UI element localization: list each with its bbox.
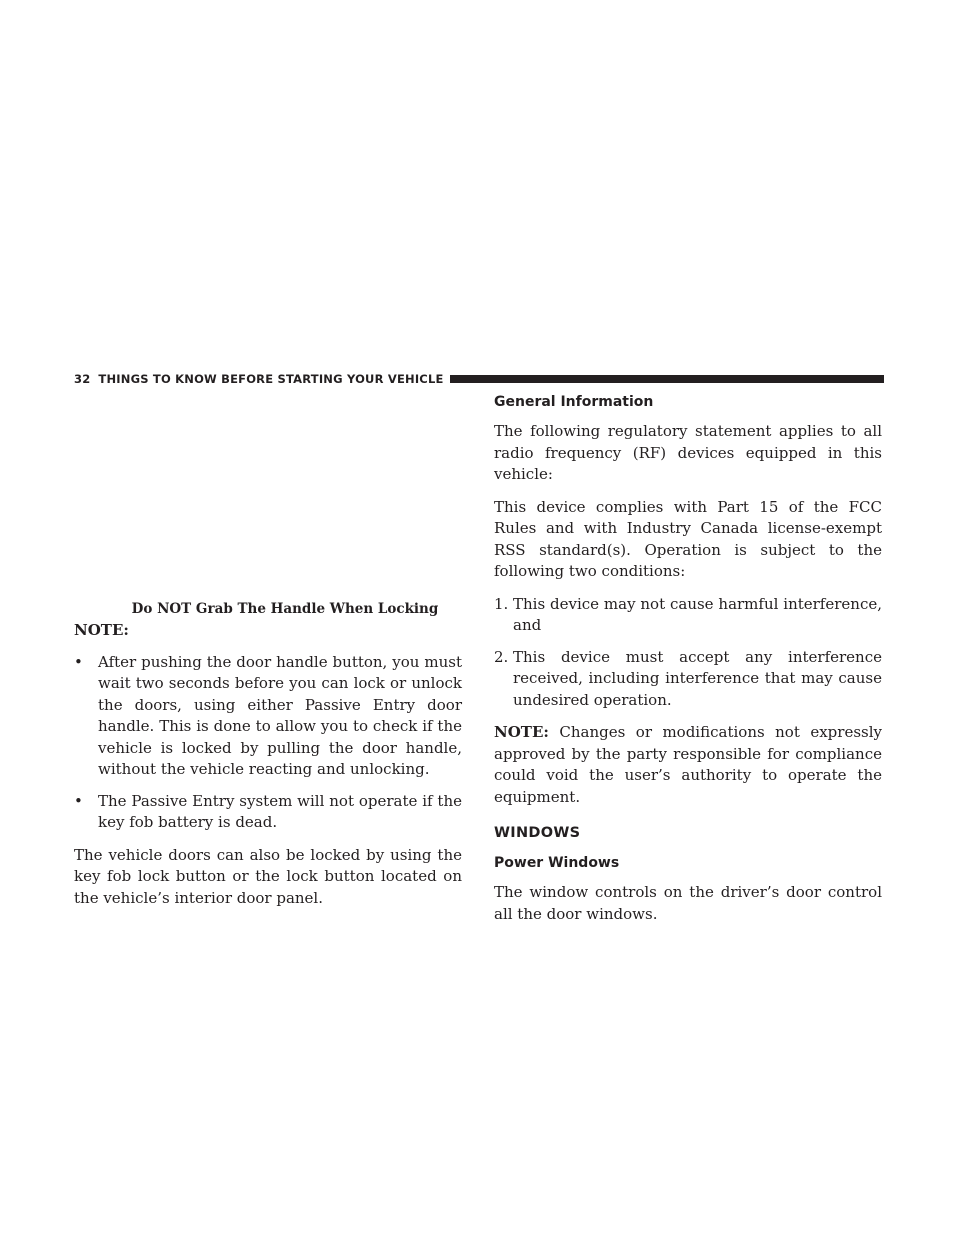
bullet-text: After pushing the door handle button, you must wait two seconds before you can lock or unlock the doors, using either Passive Entry door handle. This is done to allow you to check if the vehicle is locked by pulling the door handle, without the vehicle reacting and unlocking. bbox=[98, 652, 462, 778]
note-paragraph bbox=[494, 722, 882, 808]
intro-paragraph: The following regulatory statement applies to all radio frequency (RF) devices equipped in this vehicle: bbox=[494, 422, 882, 483]
lock-paragraph: The vehicle doors can also be locked by using the key fob lock button or the lock button located on the vehicle’s interior door panel. bbox=[74, 845, 462, 907]
item-number: 1. bbox=[494, 594, 509, 613]
item-text: This device may not cause harmful interference, and bbox=[513, 594, 882, 634]
figure-area bbox=[74, 396, 462, 618]
figure-caption: Do NOT Grab The Handle When Locking bbox=[131, 601, 439, 617]
conditions-list bbox=[494, 594, 882, 712]
left-column bbox=[74, 396, 462, 920]
item-number: 2. bbox=[494, 647, 509, 666]
note-text: Changes or modifications not expressly approved by the party responsible for compliance could void the user’s authority to operate the equipment. bbox=[494, 723, 882, 806]
note-bullets bbox=[74, 652, 462, 834]
note-label: NOTE: bbox=[74, 621, 129, 639]
running-header bbox=[74, 372, 884, 386]
item-text: This device must accept any interference received, including interference that may cause undesired operation. bbox=[513, 647, 882, 709]
list-item bbox=[74, 791, 462, 834]
bullet-icon: • bbox=[74, 791, 83, 810]
list-item bbox=[494, 647, 882, 712]
general-information-heading: General Information bbox=[494, 394, 654, 410]
power-windows-heading: Power Windows bbox=[494, 855, 620, 871]
list-item bbox=[494, 594, 882, 637]
header-rule bbox=[450, 375, 884, 383]
bullet-text: The Passive Entry system will not operate if the key fob battery is dead. bbox=[98, 791, 462, 831]
list-item bbox=[74, 652, 462, 781]
windows-heading: WINDOWS bbox=[494, 825, 581, 841]
right-column bbox=[494, 393, 882, 936]
header-title: THINGS TO KNOW BEFORE STARTING YOUR VEHICLE bbox=[98, 372, 444, 386]
power-windows-paragraph: The window controls on the driver’s door control all the door windows. bbox=[494, 883, 882, 923]
page-number: 32 bbox=[74, 372, 91, 386]
compliance-paragraph: This device complies with Part 15 of the FCC Rules and with Industry Canada license-exempt RSS standard(s). Operation is subject to the following two conditions: bbox=[494, 497, 882, 580]
note-label: NOTE: bbox=[494, 723, 549, 741]
bullet-icon: • bbox=[74, 652, 83, 671]
